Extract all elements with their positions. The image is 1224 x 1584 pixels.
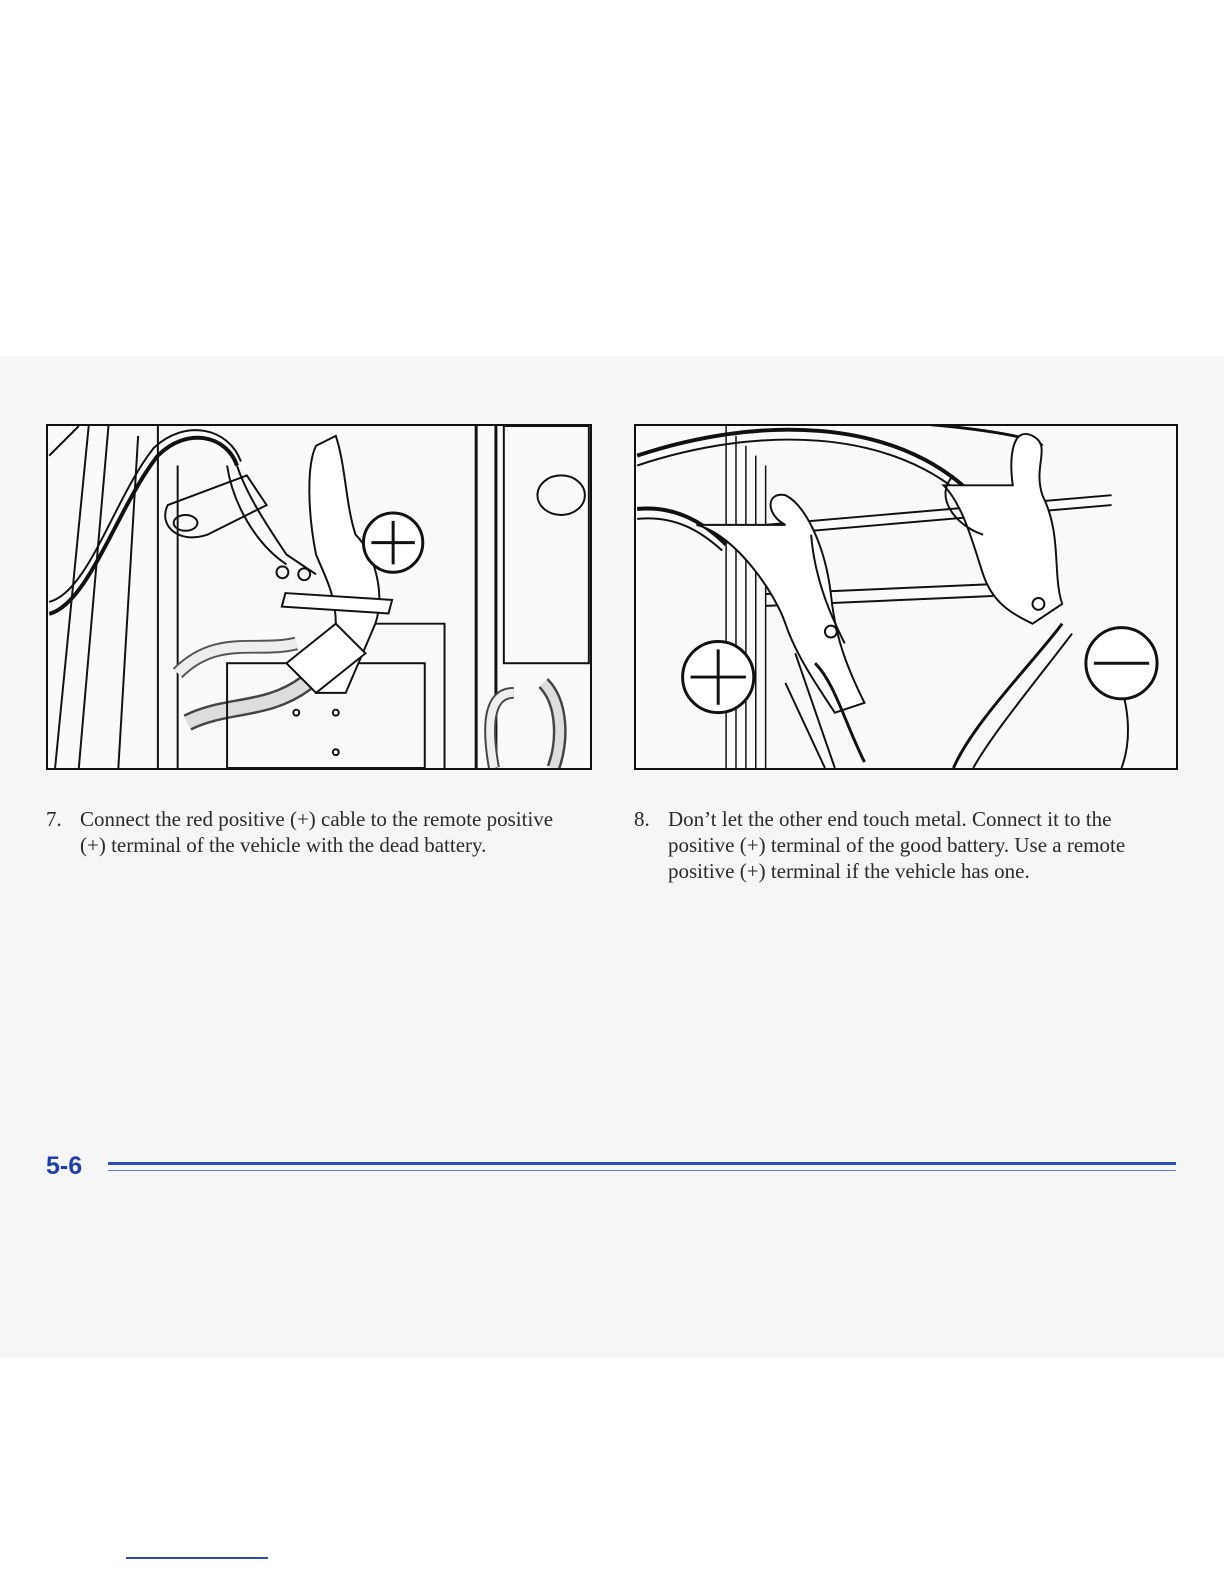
illustration-remote-positive-terminal (46, 424, 592, 770)
battery-drawing (636, 426, 1176, 768)
footer-rule (108, 1162, 1176, 1165)
step-number: 8. (634, 807, 650, 831)
illustration-good-battery-terminals (634, 424, 1178, 770)
positive-symbol (363, 513, 422, 572)
bottom-link-underline (126, 1557, 268, 1559)
page-number: 5-6 (46, 1152, 83, 1180)
step-text: Don’t let the other end touch metal. Connect it to the positive (+) terminal of the good battery. Use a remote positive (+) terminal if the vehicle has one. (668, 807, 1126, 883)
engine-bay-drawing (48, 426, 590, 768)
positive-symbol (683, 641, 754, 712)
step-number: 7. (46, 807, 62, 831)
footer-rule-thin (108, 1170, 1176, 1171)
step-text: Connect the red positive (+) cable to the remote positive (+) terminal of the vehicle with the dead battery. (80, 807, 554, 857)
negative-symbol (1086, 628, 1157, 699)
